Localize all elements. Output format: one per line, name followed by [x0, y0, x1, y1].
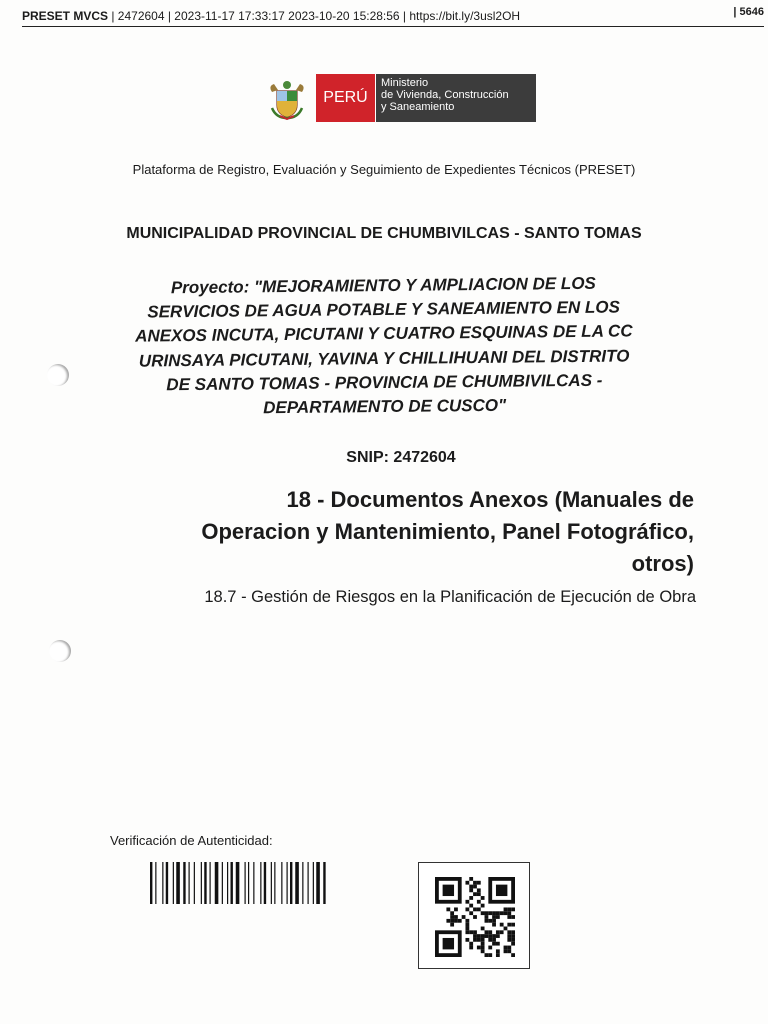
punch-hole-icon: [47, 364, 69, 386]
project-label: Proyecto:: [170, 277, 250, 298]
verification-label: Verificación de Autenticidad:: [110, 833, 273, 848]
peru-label: PERÚ: [316, 74, 375, 122]
platform-name: Plataforma de Registro, Evaluación y Seguimiento de Expedientes Técnicos (PRESET): [132, 162, 636, 177]
ministry-name: [375, 74, 536, 122]
project-line: ANEXOS INCUTA, PICUTANI Y CUATRO ESQUINAS DE LA CC: [135, 321, 633, 347]
document-title-line: 18 - Documentos Anexos (Manuales de: [286, 487, 694, 512]
document-title: [94, 484, 694, 580]
project-line: DE SANTO TOMAS - PROVINCIA DE CHUMBIVILCAS -: [166, 370, 603, 395]
document-subtitle: 18.7 - Gestión de Riesgos en la Planificación de Ejecución de Obra: [204, 588, 696, 606]
page-header: [22, 6, 764, 27]
header-system: PRESET MVCS: [22, 9, 109, 23]
coat-of-arms-icon: [266, 78, 308, 120]
project-line: DEPARTAMENTO DE CUSCO": [263, 395, 507, 418]
project-line-text: "MEJORAMIENTO Y AMPLIACION DE LOS: [253, 273, 596, 297]
project-title: [103, 271, 664, 422]
document-title-line: otros): [631, 551, 694, 576]
snip-code: SNIP: 2472604: [346, 449, 456, 466]
punch-hole-icon: [49, 640, 71, 662]
barcode-icon: [150, 862, 386, 904]
ministry-line-1: Ministerio: [381, 77, 429, 89]
project-line: URINSAYA PICUTANI, YAVINA Y CHILLIHUANI DEL DISTRITO: [138, 346, 630, 371]
ministry-line-3: y Saneamiento: [381, 101, 455, 113]
municipality-name: MUNICIPALIDAD PROVINCIAL DE CHUMBIVILCAS - SANTO TOMAS: [126, 225, 642, 242]
project-line: SERVICIOS DE AGUA POTABLE Y SANEAMIENTO EN LOS: [147, 297, 620, 322]
header-meta: [22, 9, 520, 23]
header-page-number: | 5646: [733, 6, 764, 18]
qr-code-icon: [433, 877, 517, 957]
header-details: | 2472604 | 2023-11-17 17:33:17 2023-10-20 15:28:56 | https://bit.ly/3usl2OH: [108, 9, 521, 23]
ministry-line-2: de Vivienda, Construcción: [381, 89, 509, 101]
qr-code-frame: [418, 862, 530, 969]
document-title-line: Operacion y Mantenimiento, Panel Fotográfico,: [201, 519, 694, 544]
